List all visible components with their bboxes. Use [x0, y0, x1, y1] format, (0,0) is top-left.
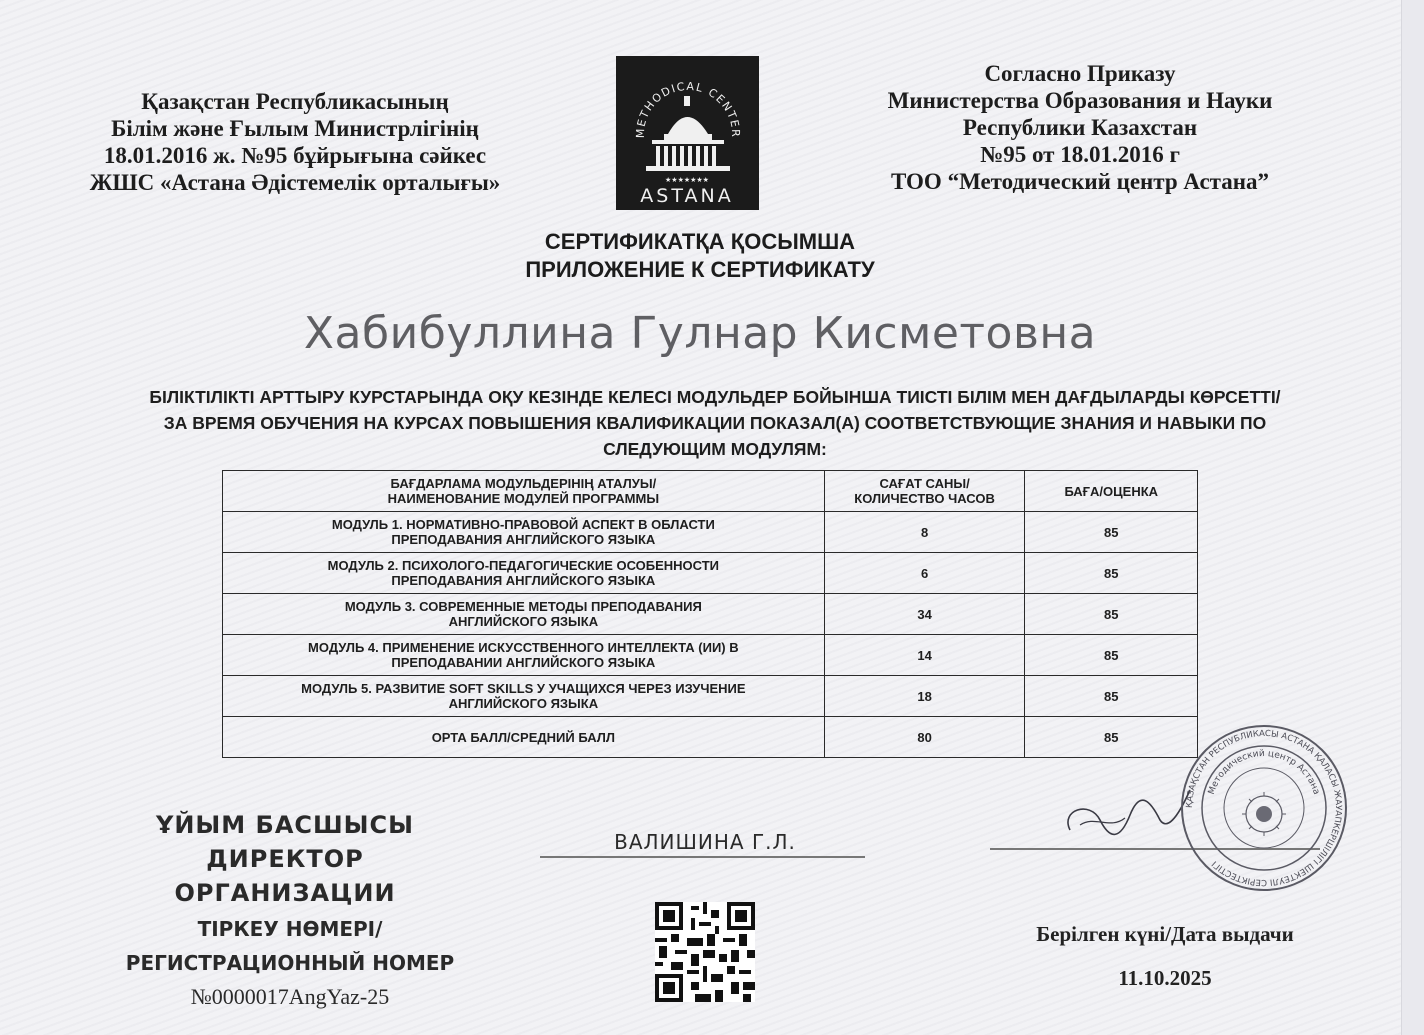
grade-cell: 85: [1025, 676, 1198, 717]
table-row: [223, 635, 1198, 676]
header-left-line: Білім және Ғылым Министрлігінің: [111, 116, 479, 141]
registration-label-kazakh: ТІРКЕУ НӨМЕРІ/: [197, 917, 383, 941]
modules-table: [222, 470, 1198, 758]
director-title: [95, 808, 475, 910]
table-row: [223, 676, 1198, 717]
statement-line: СЛЕДУЮЩИМ МОДУЛЯМ:: [603, 439, 827, 459]
statement-text: [80, 384, 1350, 462]
registration-block: [95, 912, 485, 1014]
average-grade-cell: 85: [1025, 717, 1198, 758]
header-right-line: Министерства Образования и Науки: [887, 88, 1273, 113]
statement-line: ЗА ВРЕМЯ ОБУЧЕНИЯ НА КУРСАХ ПОВЫШЕНИЯ КВАЛИФИКАЦИИ ПОКАЗАЛ(А) СООТВЕТСТВУЮЩИЕ ЗНАНИЯ И НАВЫКИ ПО: [163, 413, 1267, 433]
table-total-row: [223, 717, 1198, 758]
header-kazakh: [40, 88, 550, 196]
total-hours-cell: 80: [824, 717, 1025, 758]
header-left-line: Қазақстан Республикасының: [141, 89, 449, 114]
grade-cell: 85: [1025, 594, 1198, 635]
page-edge: [1401, 0, 1424, 1035]
module-cell: МОДУЛЬ 5. РАЗВИТИЕ SOFT SKILLS У УЧАЩИХСЯ ЧЕРЕЗ ИЗУЧЕНИЕ АНГЛИЙСКОГО ЯЗЫКА: [223, 676, 825, 717]
registration-number: №0000017AngYaz-25: [190, 984, 390, 1009]
grade-cell: 85: [1025, 553, 1198, 594]
header-left-line: 18.01.2016 ж. №95 бұйрығына сәйкес: [103, 143, 487, 168]
table-row: [223, 594, 1198, 635]
header-right-line: Республики Казахстан: [962, 115, 1198, 140]
table-row: [223, 512, 1198, 553]
hours-cell: 14: [824, 635, 1025, 676]
table-header-row: [223, 471, 1198, 512]
document-title: [300, 228, 1100, 284]
hours-cell: 18: [824, 676, 1025, 717]
grade-cell: 85: [1025, 512, 1198, 553]
logo-bottom-text: ASTANA: [640, 185, 734, 207]
qr-code-icon[interactable]: [655, 902, 755, 1002]
header-right-line: Согласно Приказу: [984, 61, 1176, 86]
issue-date: 11.10.2025: [1118, 966, 1212, 990]
header-right-line: ТОО “Методический центр Астана”: [891, 169, 1269, 194]
capitol-dome-icon: [616, 56, 759, 210]
header-left-line: ЖШС «Астана Әдістемелік орталығы»: [89, 170, 501, 195]
stamp-outer-text: ҚАЗАҚСТАН РЕСПУБЛИКАСЫ АСТАНА ҚАЛАСЫ ЖАУАПКЕРШІЛІГІ ШЕКТЕУЛІ СЕРІКТЕСТІГІ: [1184, 728, 1344, 888]
header-russian: [840, 60, 1320, 195]
table-row: [223, 553, 1198, 594]
methodical-center-logo: [616, 56, 759, 210]
hours-cell: 8: [824, 512, 1025, 553]
average-label-cell: ОРТА БАЛЛ/СРЕДНИЙ БАЛЛ: [223, 717, 825, 758]
hours-cell: 6: [824, 553, 1025, 594]
director-title-kazakh: ҰЙЫМ БАСШЫСЫ: [155, 811, 415, 839]
column-header-grade: БАҒА/ОЦЕНКА: [1025, 471, 1198, 512]
director-title-russian: ДИРЕКТОР ОРГАНИЗАЦИИ: [174, 845, 396, 907]
module-cell: МОДУЛЬ 1. НОРМАТИВНО-ПРАВОВОЙ АСПЕКТ В ОБЛАСТИ ПРЕПОДАВАНИЯ АНГЛИЙСКОГО ЯЗЫКА: [223, 512, 825, 553]
statement-line: БІЛІКТІЛІКТІ АРТТЫРУ КУРСТАРЫНДА ОҚУ КЕЗІНДЕ КЕЛЕСІ МОДУЛЬДЕР БОЙЫНША ТИІСТІ БІЛІМ МЕН ДАҒДЫЛАРДЫ КӨРСЕТТІ/: [149, 387, 1281, 407]
recipient-name: Хабибуллина Гулнар Кисметовна: [303, 308, 1097, 359]
grade-cell: 85: [1025, 635, 1198, 676]
module-cell: МОДУЛЬ 4. ПРИМЕНЕНИЕ ИСКУССТВЕННОГО ИНТЕЛЛЕКТА (ИИ) В ПРЕПОДАВАНИИ АНГЛИЙСКОГО ЯЗЫКА: [223, 635, 825, 676]
registration-label-russian: РЕГИСТРАЦИОННЫЙ НОМЕР: [125, 951, 455, 975]
column-header-hours: САҒАТ САНЫ/ КОЛИЧЕСТВО ЧАСОВ: [824, 471, 1025, 512]
header-right-line: №95 от 18.01.2016 г: [980, 142, 1180, 167]
logo-top-text: METHODICAL CENTER: [633, 79, 743, 139]
issue-block: [1000, 912, 1330, 1000]
module-cell: МОДУЛЬ 2. ПСИХОЛОГО-ПЕДАГОГИЧЕСКИЕ ОСОБЕННОСТИ ПРЕПОДАВАНИЯ АНГЛИЙСКОГО ЯЗЫКА: [223, 553, 825, 594]
hours-cell: 34: [824, 594, 1025, 635]
stamp-inner-text: Методический центр Астана: [1206, 748, 1322, 796]
director-name: ВАЛИШИНА Г.Л.: [614, 830, 796, 854]
module-cell: МОДУЛЬ 3. СОВРЕМЕННЫЕ МЕТОДЫ ПРЕПОДАВАНИЯ АНГЛИЙСКОГО ЯЗЫКА: [223, 594, 825, 635]
svg-text:★★★★★★★: ★★★★★★★: [665, 176, 709, 184]
director-name-underline: [540, 856, 865, 858]
column-header-module: БАҒДАРЛАМА МОДУЛЬДЕРІНІҢ АТАЛУЫ/ НАИМЕНОВАНИЕ МОДУЛЕЙ ПРОГРАММЫ: [223, 471, 825, 512]
title-kazakh: СЕРТИФИКАТҚА ҚОСЫМША: [544, 229, 856, 254]
official-stamp-icon: [1178, 722, 1350, 894]
title-russian: ПРИЛОЖЕНИЕ К СЕРТИФИКАТУ: [525, 257, 875, 282]
issue-date-label: Берілген күні/Дата выдачи: [1036, 922, 1294, 946]
